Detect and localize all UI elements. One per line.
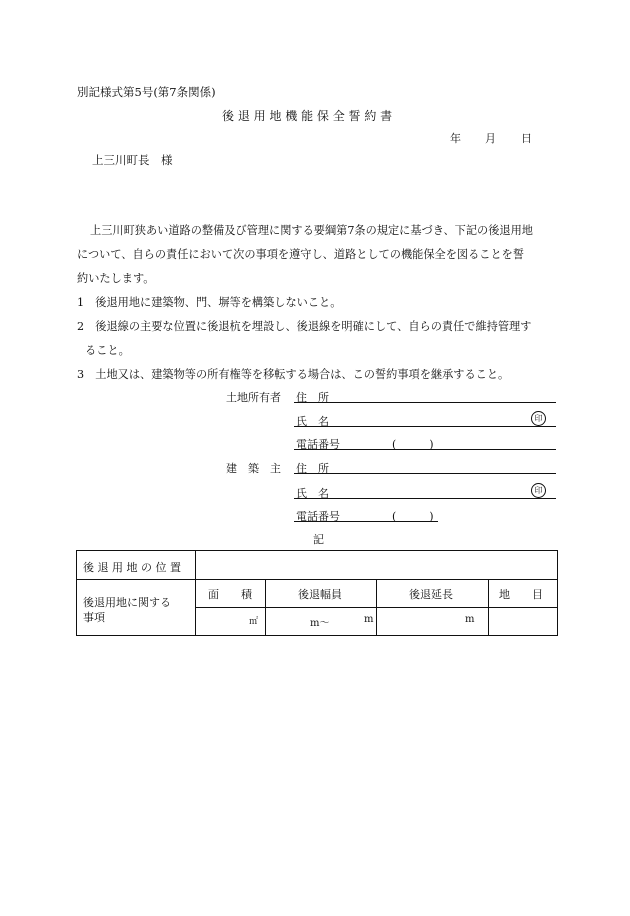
landowner-address-label: 住 所 (296, 391, 329, 404)
date-month: 月 (485, 132, 496, 145)
table-col-divider-length (488, 579, 489, 635)
column-header-landuse: 地 目 (499, 588, 543, 601)
date-year: 年 (450, 132, 461, 145)
builder-seal-icon: 印 (531, 483, 546, 498)
item-2-line-2: ること。 (85, 344, 130, 357)
item-2-line-1: 2 後退線の主要な位置に後退杭を埋設し、後退線を明確にして、自らの責任で維持管理す (77, 320, 532, 333)
column-header-area: 面 積 (208, 588, 252, 601)
table-row-divider-1 (77, 579, 557, 580)
builder-name-label: 氏 名 (296, 487, 329, 500)
column-header-width: 後退幅員 (298, 588, 342, 601)
length-unit: m (465, 614, 475, 625)
setback-land-table (76, 550, 558, 636)
table-col-divider-label (195, 551, 196, 635)
body-paragraph-line-3: 約いたします。 (77, 272, 155, 285)
landowner-name-line[interactable] (294, 426, 556, 427)
builder-phone-parens: ( ) (392, 510, 434, 523)
landowner-address-line[interactable] (294, 402, 556, 403)
builder-name-line[interactable] (294, 498, 556, 499)
builder-phone-underline (294, 521, 438, 522)
landowner-phone-line[interactable] (294, 449, 556, 450)
table-col-divider-area (265, 579, 266, 635)
width-unit-from: m〜 (310, 618, 330, 629)
date-day: 日 (521, 132, 532, 145)
builder-address-label: 住 所 (296, 462, 329, 475)
column-header-length: 後退延長 (409, 588, 453, 601)
location-label: 後 退 用 地 の 位 置 (83, 561, 181, 574)
addressee: 上三川町長 様 (92, 153, 173, 167)
document-title: 後 退 用 地 機 能 保 全 誓 約 書 (222, 109, 393, 123)
ki-heading: 記 (313, 533, 324, 546)
builder-phone-label: 電話番号 (296, 510, 340, 523)
landowner-label: 土地所有者 (226, 391, 281, 404)
width-unit-to: m (364, 614, 374, 625)
builder-address-line[interactable] (294, 473, 556, 474)
table-col-divider-width (376, 579, 377, 635)
area-unit: ㎡ (249, 617, 259, 627)
body-paragraph-line-1: 上三川町狭あい道路の整備及び管理に関する要綱第7条の規定に基づき、下記の後退用地 (90, 224, 533, 237)
landowner-seal-icon: 印 (531, 411, 546, 426)
location-value-cell[interactable] (197, 553, 555, 577)
body-paragraph-line-2: について、自らの責任において次の事項を遵守し、道路としての機能保全を図ることを誓 (77, 248, 525, 261)
item-1: 1 後退用地に建築物、門、塀等を構築しないこと。 (77, 296, 342, 309)
landowner-phone-label: 電話番号 (296, 438, 340, 451)
landowner-phone-parens: ( ) (392, 438, 434, 451)
item-3: 3 土地又は、建築物等の所有権等を移転する場合は、この誓約事項を継承すること。 (77, 368, 510, 381)
matters-label-line-1: 後退用地に関する (83, 596, 171, 609)
builder-label: 建 築 主 (226, 462, 281, 475)
matters-label-line-2: 事項 (83, 611, 105, 624)
form-number-label: 別記様式第5号(第7条関係) (77, 85, 216, 99)
landowner-name-label: 氏 名 (296, 415, 329, 428)
